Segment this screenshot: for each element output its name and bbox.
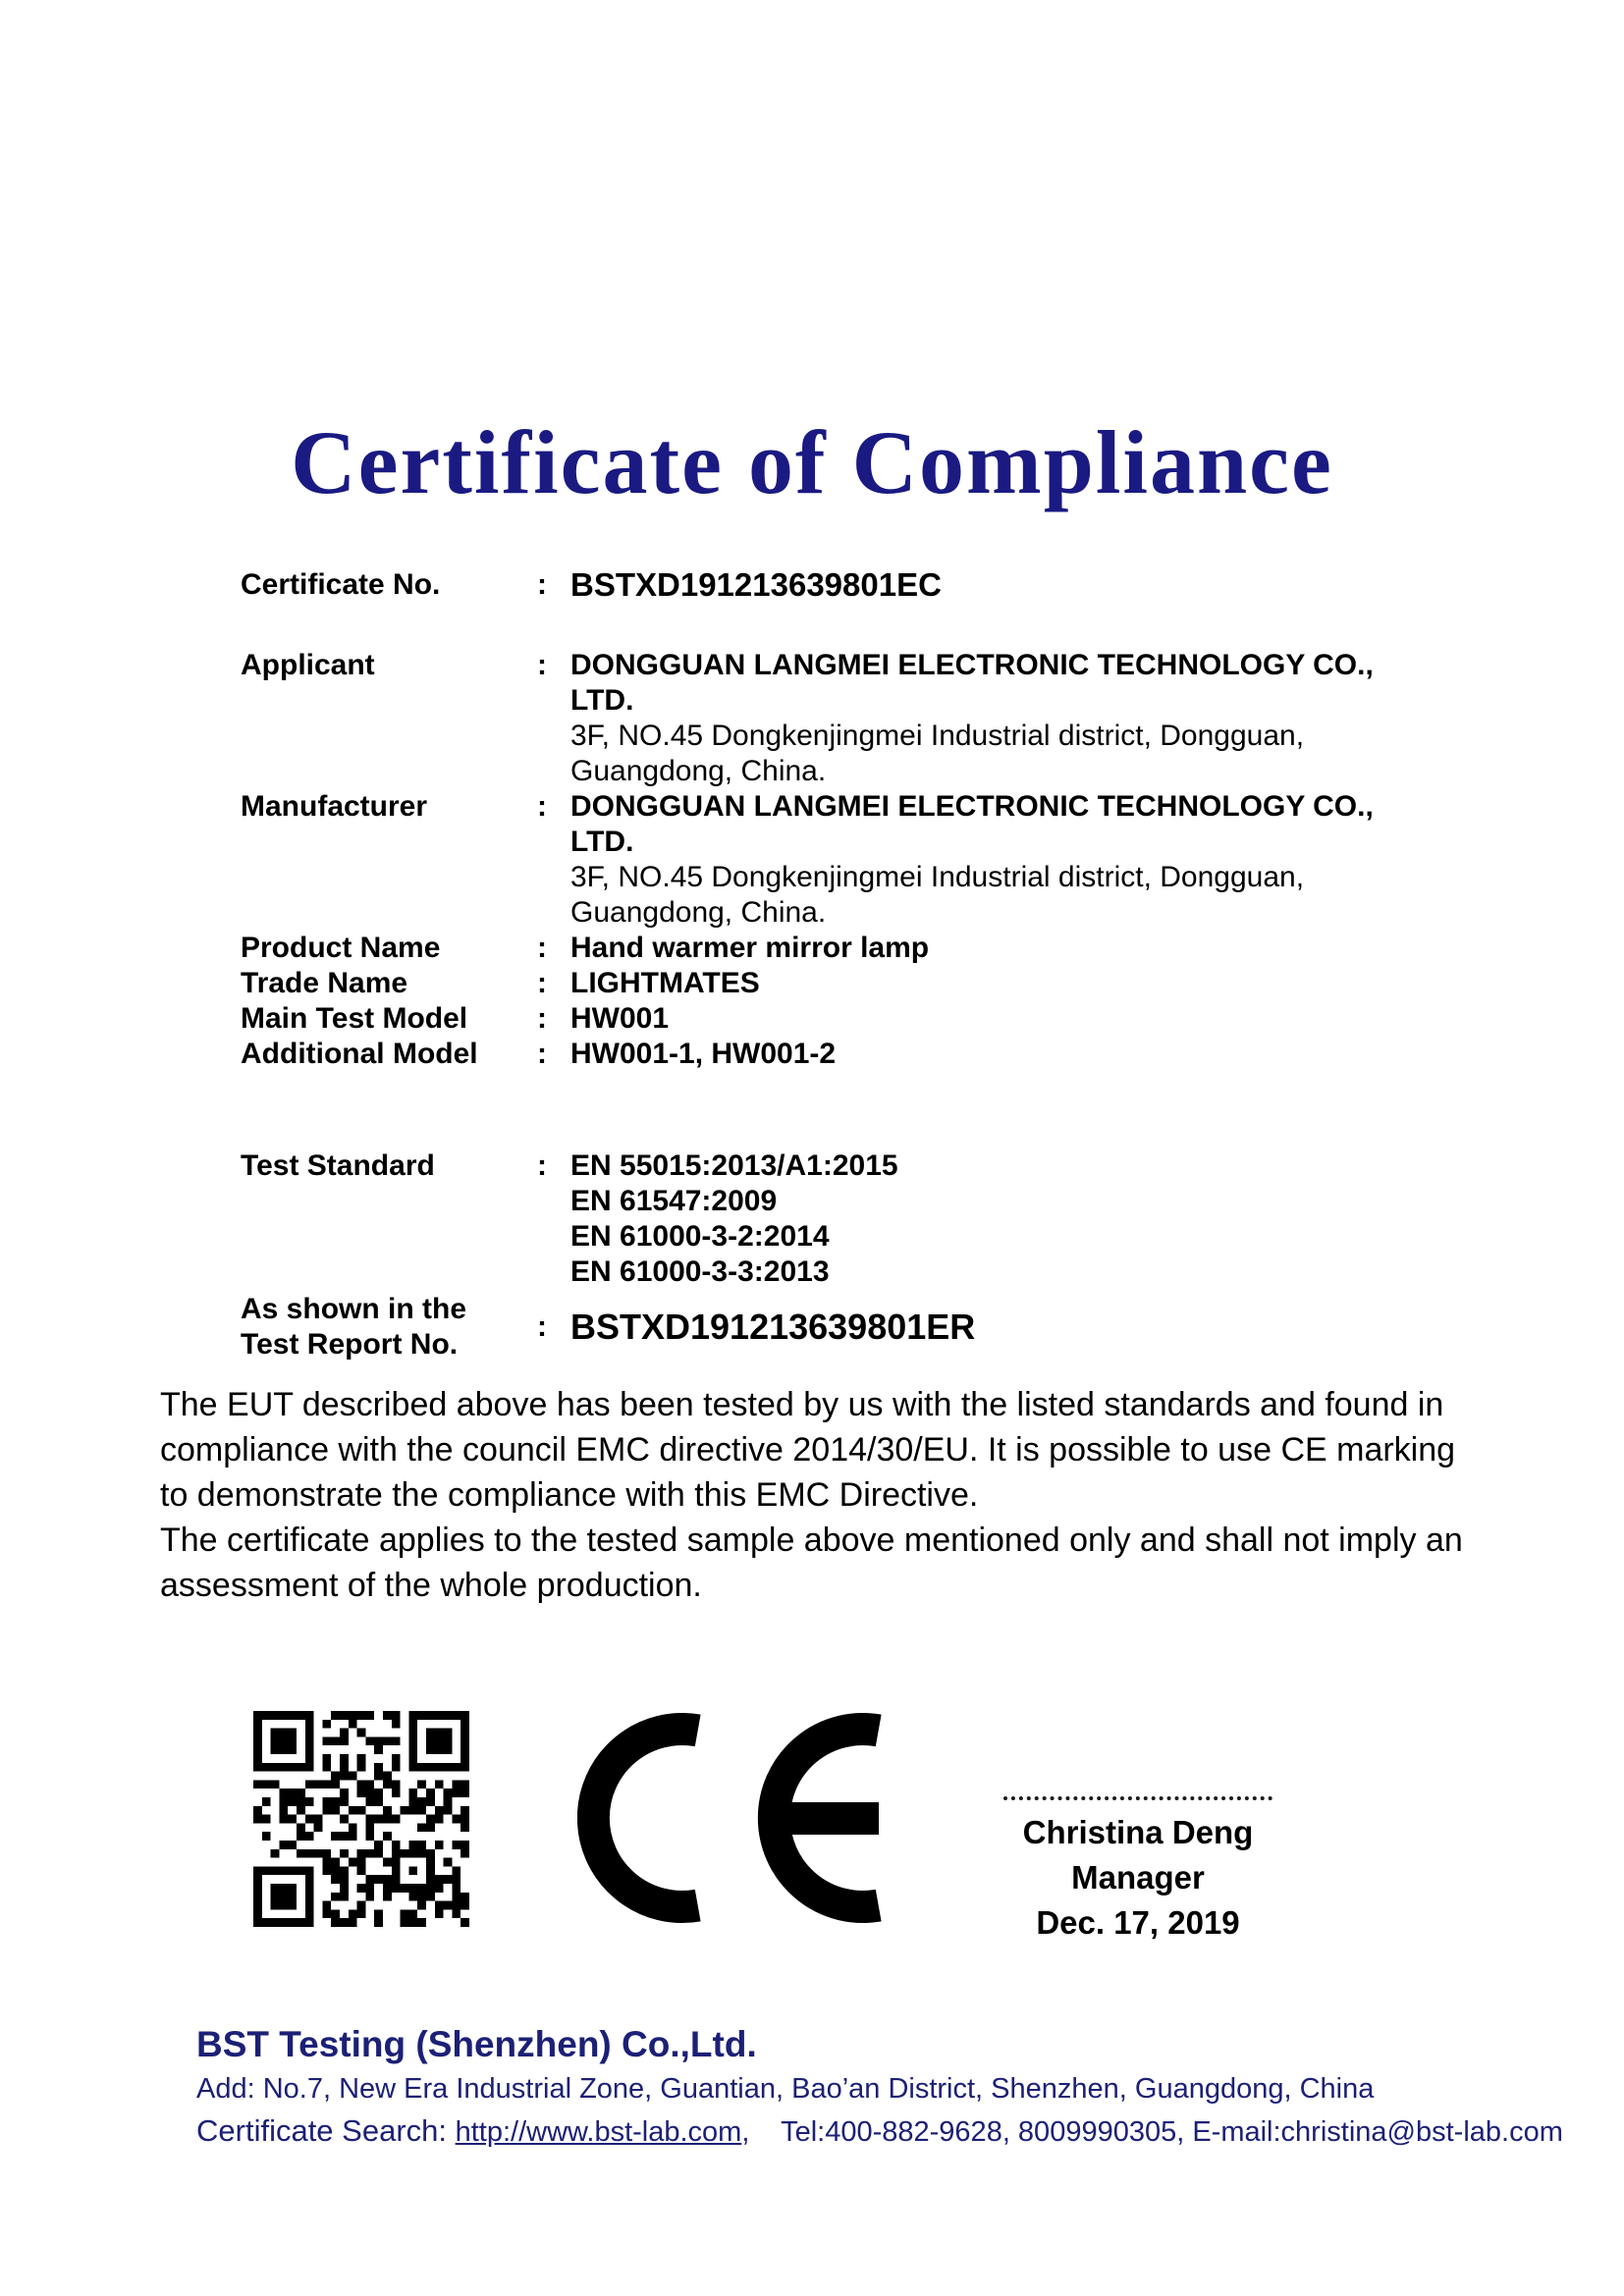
field-label: Product Name (241, 932, 441, 964)
signatory-role: Manager (1071, 1859, 1205, 1896)
applicant-address-line1: 3F, NO.45 Dongkenjingmei Industrial district, Dongguan, (570, 720, 1305, 752)
field-colon: : (537, 967, 547, 999)
field-colon: : (537, 790, 547, 823)
ce-mark-icon (577, 1713, 893, 1924)
field-value: Hand warmer mirror lamp (570, 932, 930, 964)
field-applicant (241, 648, 1448, 789)
field-value: HW001 (570, 1002, 670, 1035)
field-value: HW001-1, HW001-2 (570, 1038, 837, 1070)
issuer-address: Add: No.7, New Era Industrial Zone, Guantian, Bao’an District, Shenzhen, Guangdong, China (196, 2073, 1375, 2105)
field-colon: : (537, 1002, 547, 1035)
declaration-paragraph-1: The EUT described above has been tested by us with the listed standards and found in compliance with the council EMC directive 2014/30/EU. It is possible to use CE marking to demonstrate the compliance with this EMC Directive. (160, 1386, 1456, 1514)
field-label: Additional Model (241, 1038, 478, 1070)
field-trade-name (241, 966, 1448, 1001)
field-value: BSTXD191213639801EC (570, 566, 942, 603)
signature-line (1003, 1796, 1272, 1800)
applicant-address-line2: Guangdong, China. (570, 755, 827, 787)
field-label (241, 1292, 537, 1362)
field-label: Trade Name (241, 967, 408, 999)
field-additional-model (241, 1037, 1448, 1072)
field-label: Certificate No. (241, 568, 441, 601)
issuer-company-name: BST Testing (Shenzhen) Co.,Ltd. (196, 2024, 757, 2064)
applicant-name-line1: DONGGUAN LANGMEI ELECTRONIC TECHNOLOGY CO., (570, 649, 1374, 681)
manufacturer-address-line1: 3F, NO.45 Dongkenjingmei Industrial district, Dongguan, (570, 861, 1305, 893)
test-standard-line: EN 61000-3-3:2013 (570, 1255, 830, 1288)
field-colon: : (537, 568, 547, 601)
signatory-name: Christina Deng (1022, 1814, 1254, 1850)
qr-code-image (253, 1711, 469, 1927)
field-colon: : (537, 1310, 547, 1343)
test-report-label-line2: Test Report No. (241, 1328, 459, 1361)
field-colon: : (537, 932, 547, 964)
field-value: BSTXD191213639801ER (570, 1307, 976, 1347)
declaration-text (160, 1382, 1484, 1608)
field-colon: : (537, 1149, 547, 1182)
test-standard-line: EN 55015:2013/A1:2015 (570, 1149, 898, 1182)
field-label: Test Standard (241, 1149, 435, 1182)
manufacturer-name-line1: DONGGUAN LANGMEI ELECTRONIC TECHNOLOGY CO., (570, 790, 1374, 823)
test-standard-line: EN 61547:2009 (570, 1185, 778, 1217)
field-label: Manufacturer (241, 790, 428, 823)
certificate-search-url[interactable]: http://www.bst-lab.com (455, 2116, 742, 2148)
field-value: LIGHTMATES (570, 967, 760, 999)
manufacturer-address-line2: Guangdong, China. (570, 896, 827, 929)
field-colon: : (537, 649, 547, 681)
manufacturer-name-line2: LTD. (570, 826, 634, 858)
certificate-search-line (196, 2113, 1563, 2149)
field-main-test-model (241, 1001, 1448, 1037)
certificate-search-label: Certificate Search: (196, 2113, 456, 2148)
field-test-report-no (241, 1292, 1448, 1362)
field-label: Main Test Model (241, 1002, 468, 1035)
applicant-name-line2: LTD. (570, 684, 634, 717)
certificate-details (241, 567, 1448, 1362)
field-product-name (241, 931, 1448, 966)
declaration-paragraph-2: The certificate applies to the tested sample above mentioned only and shall not imply an assessment of the whole production. (160, 1522, 1463, 1604)
field-colon: : (537, 1038, 547, 1070)
field-test-standard (241, 1148, 1448, 1290)
contact-info: , Tel:400-882-9628, 8009990305, E-mail:christina@bst-lab.com (741, 2116, 1563, 2148)
qr-code (253, 1711, 469, 1927)
field-label: Applicant (241, 649, 375, 681)
field-certificate-no (241, 567, 1448, 603)
signature-block (1001, 1785, 1274, 1946)
field-manufacturer (241, 789, 1448, 931)
signature-date: Dec. 17, 2019 (1036, 1904, 1240, 1941)
test-report-label-line1: As shown in the (241, 1293, 467, 1325)
test-standard-line: EN 61000-3-2:2014 (570, 1220, 830, 1253)
certificate-title: Certificate of Compliance (291, 412, 1333, 512)
